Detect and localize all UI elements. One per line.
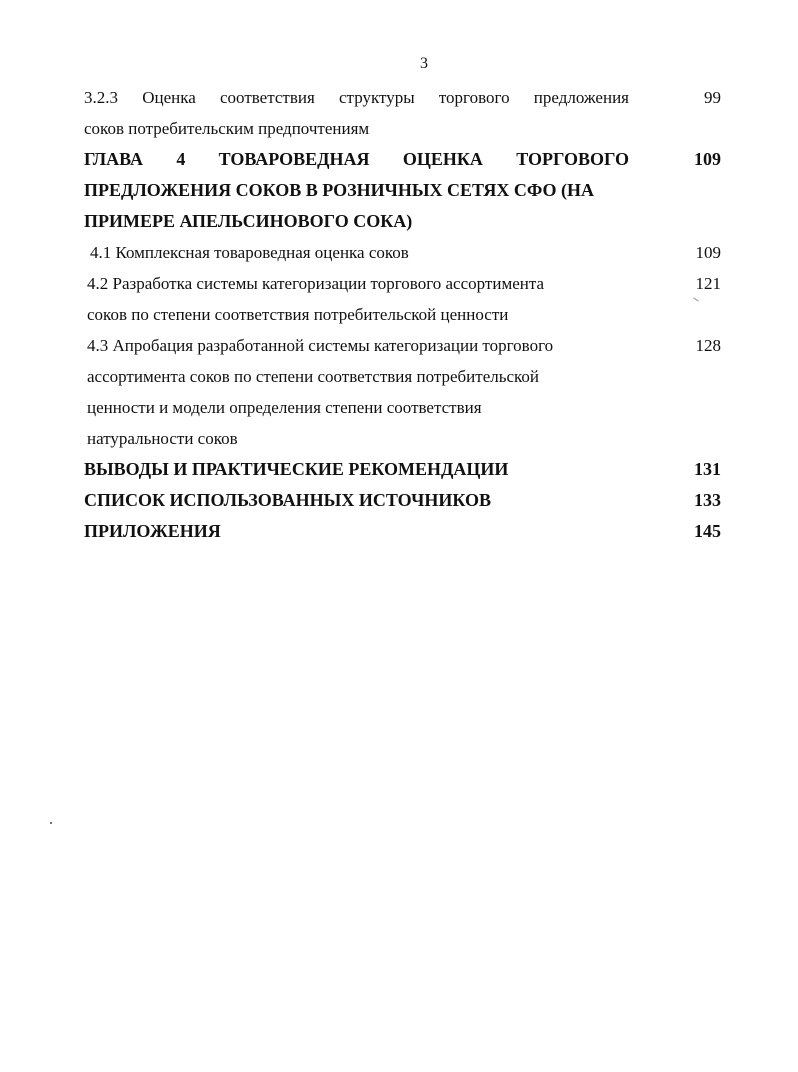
- toc-entry-page: 109: [695, 243, 721, 262]
- toc-entry-page: 121: [695, 274, 721, 293]
- toc-entry-conclusions: [84, 454, 724, 485]
- toc-entry-line: натуральности соков: [87, 429, 238, 448]
- toc-entry-line: ПРИМЕРЕ АПЕЛЬСИНОВОГО СОКА): [84, 211, 413, 231]
- toc-entry-references: [84, 485, 724, 516]
- toc-entry-line: 4.3 Апробация разработанной системы категоризации торгового: [87, 336, 554, 355]
- toc-entry-page: 99: [704, 88, 721, 107]
- toc-entry-line: СПИСОК ИСПОЛЬЗОВАННЫХ ИСТОЧНИКОВ: [84, 490, 491, 510]
- toc-entry-line: ассортимента соков по степени соответствия потребительской: [87, 367, 540, 386]
- toc-entry-line: 3.2.3 Оценка соответствия структуры торгового предложения: [84, 88, 629, 107]
- toc-entry-page: 145: [694, 521, 721, 541]
- toc-entry-page: 131: [694, 459, 721, 479]
- toc-entry-4-1: [84, 237, 724, 268]
- toc-entry-3-2-3: [84, 82, 724, 144]
- scan-dot: [50, 822, 52, 824]
- toc-entry-line: ценности и модели определения степени соответствия: [87, 398, 482, 417]
- toc-entry-title: [84, 268, 632, 330]
- toc-entry-4-3: [84, 330, 724, 454]
- toc-entry-page: 128: [695, 336, 721, 355]
- toc-entry-line: 4.2 Разработка системы категоризации торгового ассортимента: [87, 274, 545, 293]
- toc-entry-page: 133: [694, 490, 721, 510]
- toc-entry-page: 109: [694, 149, 721, 169]
- toc-entry-title: [84, 237, 635, 268]
- toc-entry-line: ГЛАВА 4 ТОВАРОВЕДНАЯ ОЦЕНКА ТОРГОВОГО: [84, 149, 629, 169]
- toc-entry-line: соков по степени соответствия потребительской ценности: [87, 305, 509, 324]
- toc-entry-4-2: [84, 268, 724, 330]
- toc-entry-title: [84, 330, 632, 454]
- toc-entry-line: соков потребительским предпочтениям: [84, 119, 370, 138]
- page-number: 3: [420, 55, 428, 72]
- toc-entry-line: ВЫВОДЫ И ПРАКТИЧЕСКИЕ РЕКОМЕНДАЦИИ: [84, 459, 509, 479]
- toc-entry-line: ПРИЛОЖЕНИЯ: [84, 521, 221, 541]
- toc-entry-title: [84, 454, 629, 485]
- toc-entry-appendices: [84, 516, 724, 547]
- toc-entry-chapter-4: [84, 144, 724, 237]
- toc-entry-title: [84, 144, 629, 237]
- toc-entry-title: [84, 516, 629, 547]
- toc-entry-line: 4.1 Комплексная товароведная оценка соков: [90, 243, 409, 262]
- table-of-contents: [84, 82, 724, 547]
- toc-entry-title: [84, 82, 629, 144]
- toc-entry-title: [84, 485, 629, 516]
- toc-entry-line: ПРЕДЛОЖЕНИЯ СОКОВ В РОЗНИЧНЫХ СЕТЯХ СФО (НА: [84, 180, 595, 200]
